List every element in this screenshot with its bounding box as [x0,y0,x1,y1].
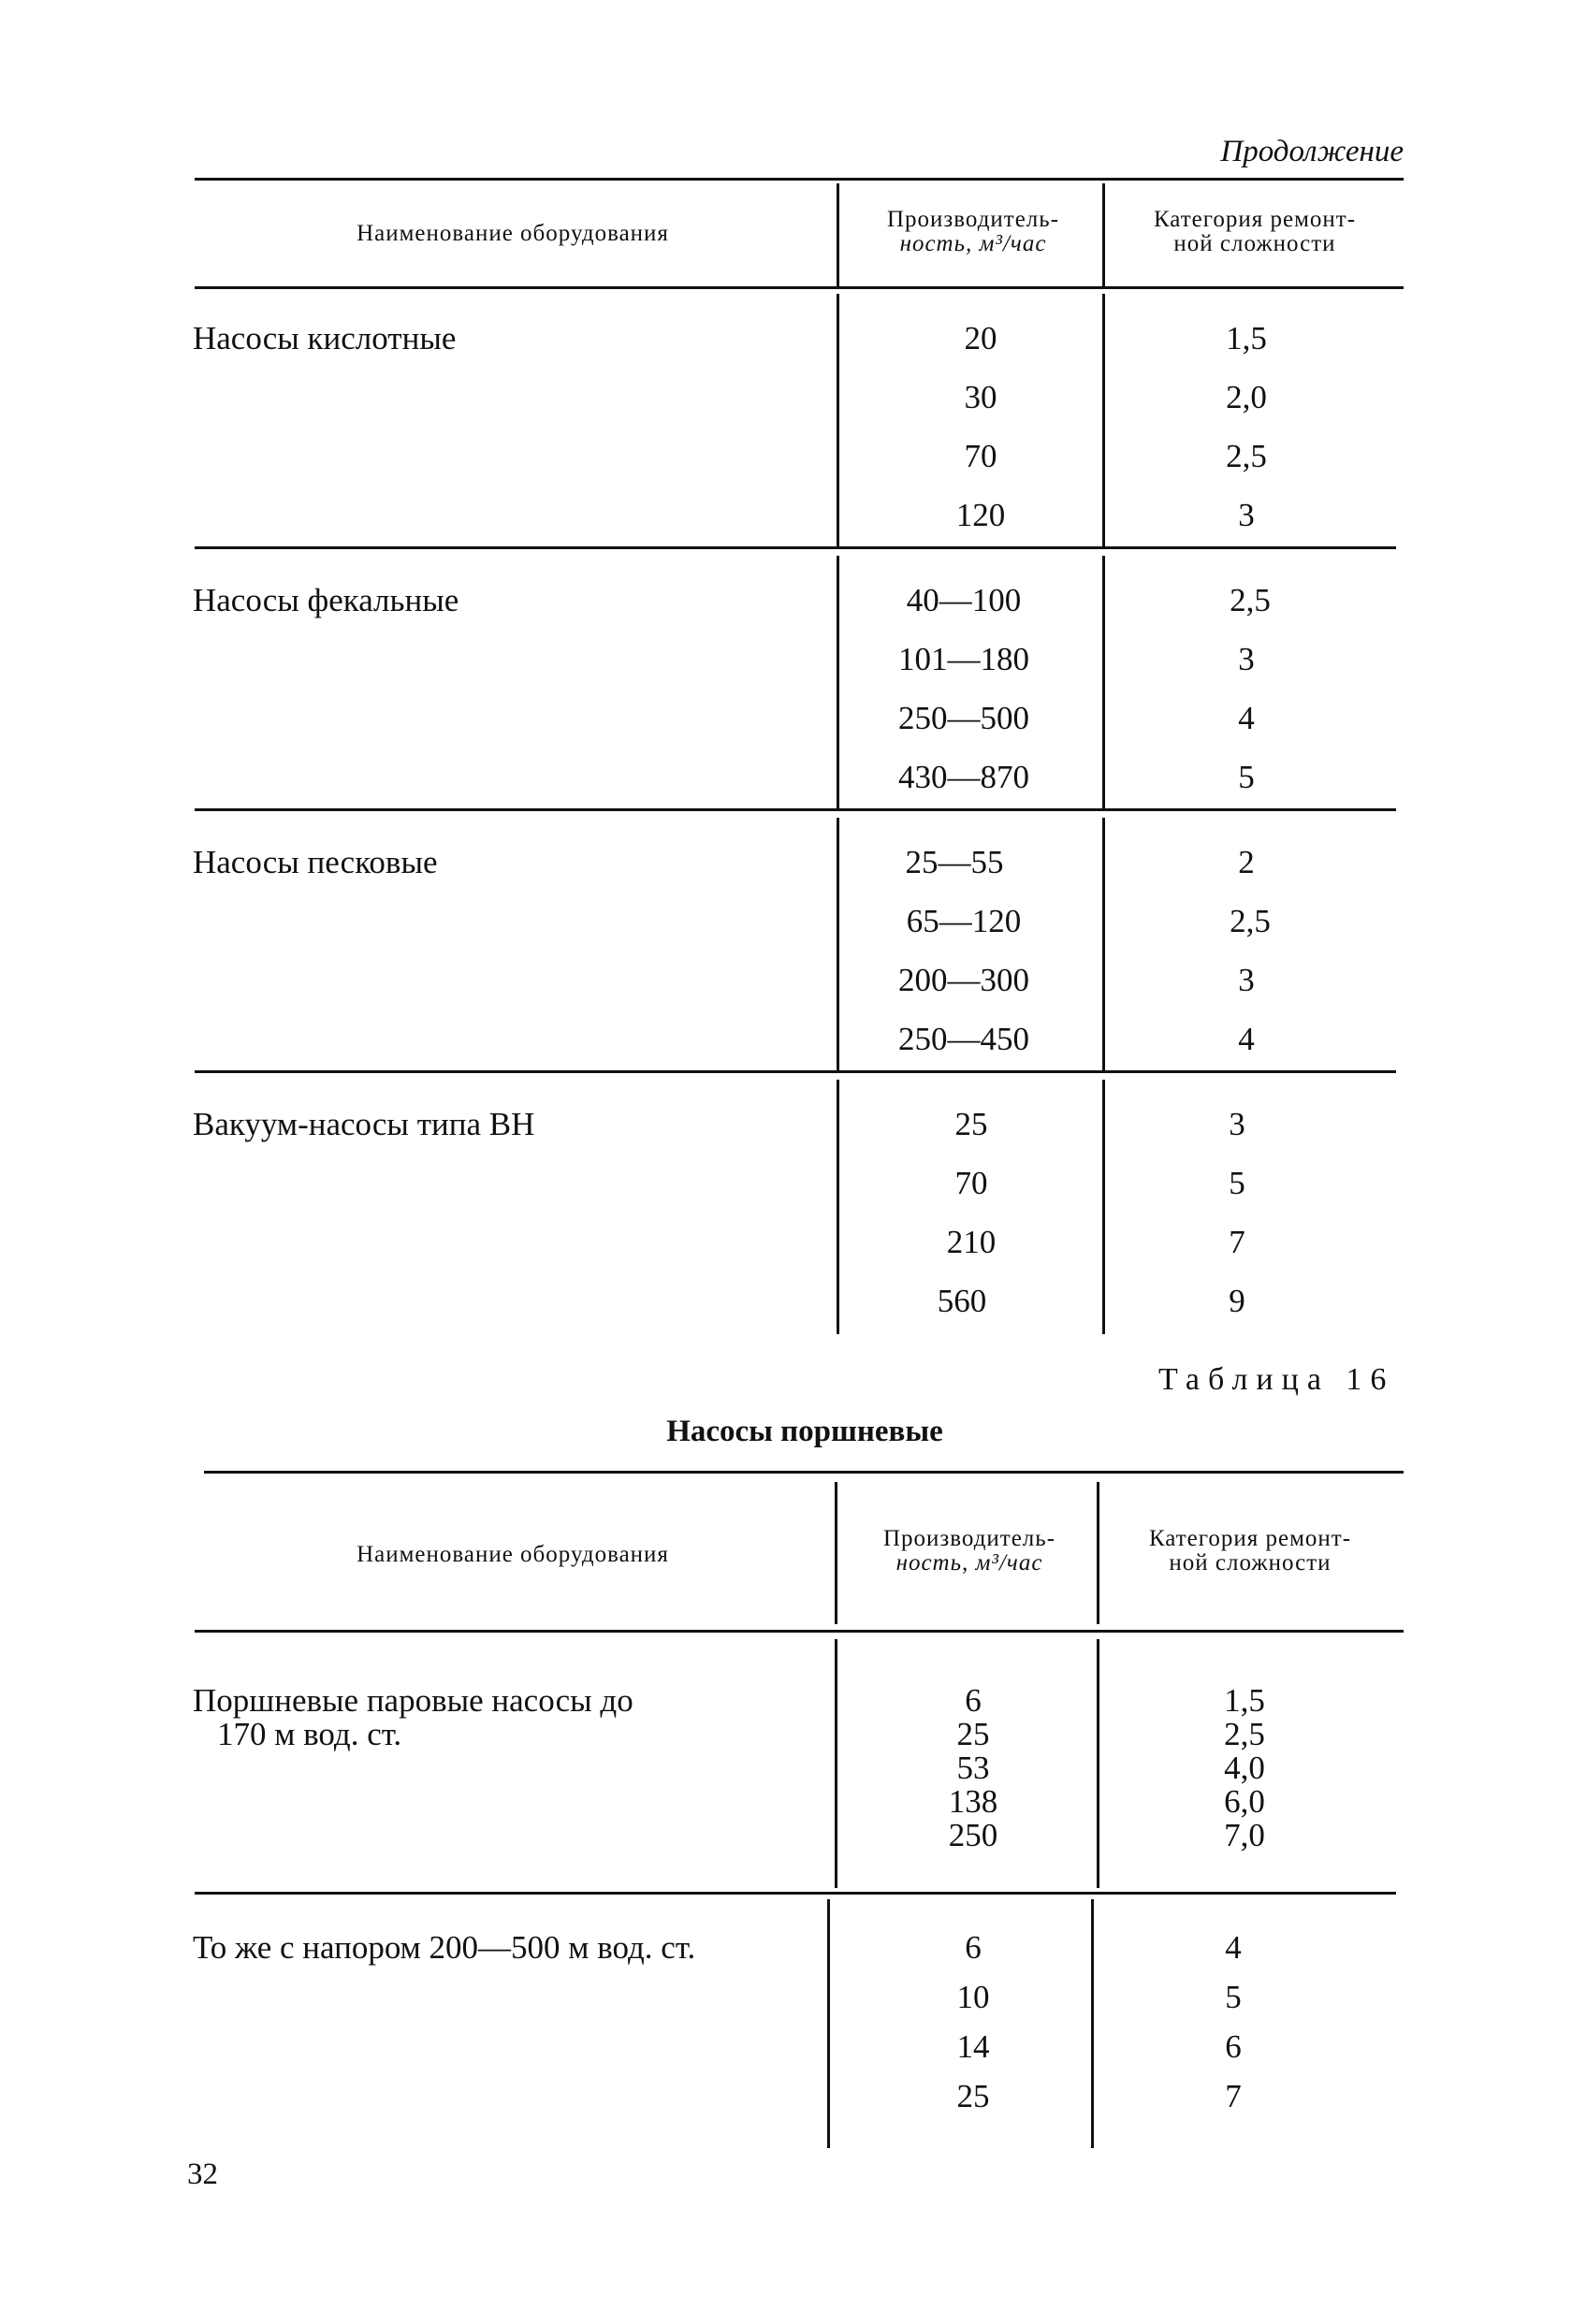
header-category-line2: ной сложности [1173,231,1336,256]
capacity-value: 250—450 [898,1021,1029,1057]
category-value: 5 [1238,759,1255,795]
capacity-column [908,1684,1039,1852]
table1-vline [837,556,839,808]
category-value: 2,5 [1230,582,1271,618]
table2-header-rule [195,1630,1404,1633]
capacity-value: 65—120 [906,903,1022,939]
table2-vline [1097,1482,1099,1624]
capacity-value: 25—55 [905,844,1004,880]
group-name: Насосы кислотные [193,320,457,356]
capacity-value: 70 [954,1165,988,1201]
table1-vline [837,294,839,546]
table1-top-rule [195,178,1404,181]
table1-vline [1102,556,1105,808]
page-number: 32 [187,2157,218,2191]
table2-header-name: Наименование оборудования [357,1542,669,1567]
category-value: 2,5 [1226,438,1267,474]
capacity-value: 101—180 [898,641,1029,677]
group-name-line2: 170 м вод. ст. [217,1716,402,1752]
table1-vline [837,183,839,286]
table1-header-capacity [842,208,1104,256]
group-name [193,1684,633,1751]
capacity-value: 25 [956,1716,990,1752]
category-value: 5 [1225,1979,1242,2015]
table2-group-rule [195,1892,1396,1895]
table1-header-name: Наименование оборудования [357,221,669,246]
capacity-value: 40—100 [906,582,1022,618]
table2-top-rule [204,1471,1404,1474]
capacity-value: 53 [956,1750,990,1786]
group-name: Насосы песковые [193,844,438,880]
table2-title: Насосы поршневые [666,1415,943,1448]
category-value: 7,0 [1224,1817,1265,1853]
capacity-value: 25 [956,2078,990,2114]
header-capacity-line1: Производитель- [882,1526,1056,1551]
table2-vline [835,1482,837,1624]
table2-header-capacity [840,1527,1099,1576]
capacity-value: 250 [948,1817,998,1853]
table1-vline [1102,294,1105,546]
category-value: 9 [1229,1283,1245,1319]
header-capacity-line1: Производитель- [886,207,1060,232]
table1-vline [837,818,839,1070]
table2-vline [1097,1639,1099,1888]
table2-header-category [1100,1527,1400,1576]
category-value: 2,5 [1224,1716,1265,1752]
capacity-value: 430—870 [898,759,1029,795]
category-value: 7 [1225,2078,1242,2114]
group-name: Насосы фекальные [193,582,459,618]
category-value: 2,0 [1226,379,1267,415]
capacity-value: 560 [937,1283,987,1319]
header-capacity-line2: ность, м³/час [899,231,1047,256]
capacity-value: 120 [955,497,1006,533]
category-value: 4,0 [1224,1750,1265,1786]
table2-caption: Таблица 16 [1158,1362,1395,1397]
capacity-value: 30 [964,379,997,415]
table1-header-rule [195,286,1404,289]
category-value: 6,0 [1224,1783,1265,1820]
table1-vline [1102,818,1105,1070]
table1-vline [1102,183,1105,286]
category-value: 4 [1238,700,1255,736]
capacity-value: 6 [965,1929,982,1966]
category-column [1179,1684,1310,1852]
table1-header-category [1106,208,1404,256]
capacity-value: 25 [954,1106,988,1142]
header-capacity-line2: ность, м³/час [895,1550,1043,1576]
table1-group-rule [195,808,1396,811]
header-category-line1: Категория ремонт- [1148,1526,1352,1551]
category-value: 2,5 [1230,903,1271,939]
category-value: 3 [1238,641,1255,677]
capacity-value: 20 [964,320,997,356]
capacity-value: 6 [965,1682,982,1719]
category-value: 1,5 [1224,1682,1265,1719]
capacity-value: 70 [964,438,997,474]
group-name: Вакуум-насосы типа ВН [193,1106,535,1142]
table1-group-rule [195,1070,1396,1073]
header-category-line1: Категория ремонт- [1153,207,1357,232]
table2-vline [827,1899,830,2148]
category-value: 3 [1238,497,1255,533]
group-name: То же с напором 200—500 м вод. ст. [193,1929,696,1966]
header-category-line2: ной сложности [1169,1550,1332,1576]
continuation-label: Продолжение [1220,135,1404,168]
category-value: 5 [1229,1165,1245,1201]
category-value: 2 [1238,844,1255,880]
category-value: 1,5 [1226,320,1267,356]
category-value: 4 [1225,1929,1242,1966]
category-value: 3 [1229,1106,1245,1142]
category-value: 7 [1229,1224,1245,1260]
capacity-value: 210 [946,1224,997,1260]
capacity-value: 250—500 [898,700,1029,736]
capacity-value: 14 [956,2028,990,2065]
group-name-line1: Поршневые паровые насосы до [193,1682,633,1719]
capacity-value: 10 [956,1979,990,2015]
table1-vline [1102,1080,1105,1334]
table1-vline [837,1080,839,1334]
category-value: 4 [1238,1021,1255,1057]
table2-vline [1091,1899,1094,2148]
category-value: 6 [1225,2028,1242,2065]
table1-group-rule [195,546,1396,549]
capacity-value: 138 [948,1783,998,1820]
table2-vline [835,1639,837,1888]
category-value: 3 [1238,962,1255,998]
capacity-value: 200—300 [898,962,1029,998]
